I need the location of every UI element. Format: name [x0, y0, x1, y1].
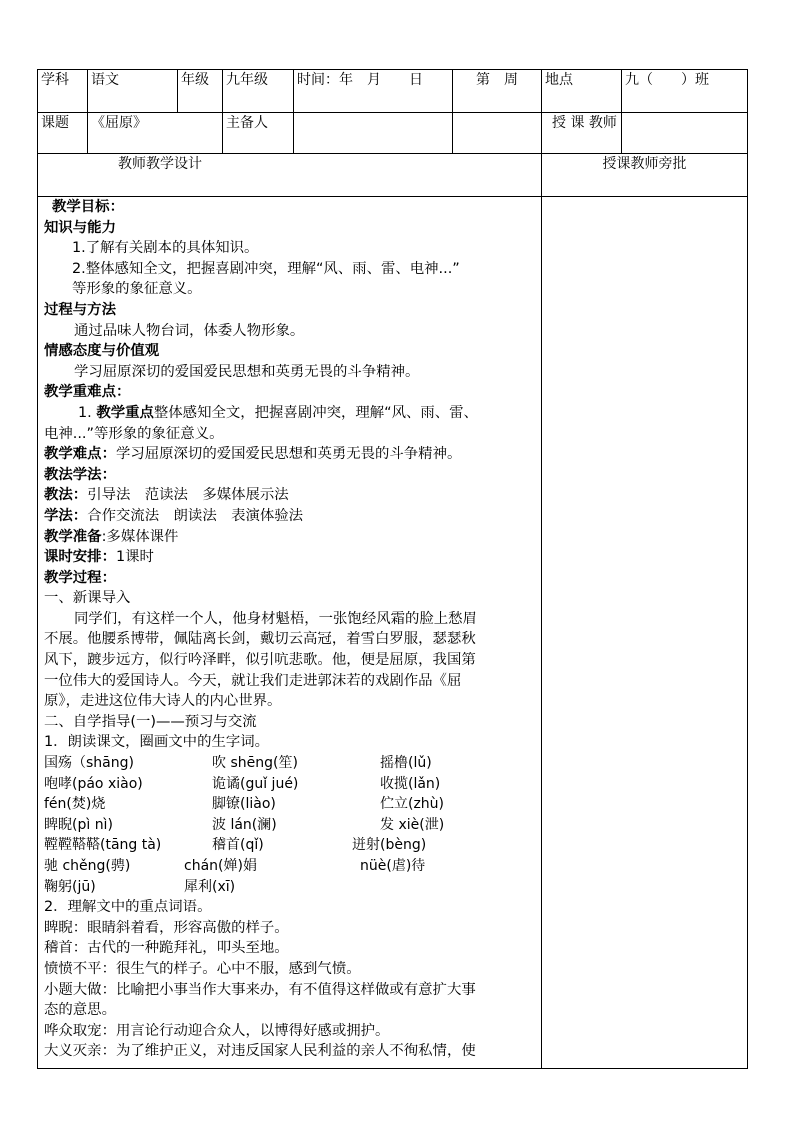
vocab-item: 驰 chěng(骋) — [44, 858, 131, 874]
method-title: 教法学法： — [44, 466, 116, 483]
grade-value: 九年级 — [223, 70, 294, 113]
process-title: 过程与方法 — [44, 301, 116, 318]
vocab-item: 鞠躬(jū) — [44, 878, 96, 895]
vocab-item: 犀利(xī) — [184, 878, 236, 895]
subject-value: 语文 — [88, 70, 178, 113]
preparer-value — [294, 113, 453, 154]
emotion-title: 情感态度与价值观 — [44, 343, 160, 360]
preparation-line — [44, 527, 536, 548]
vocab-item: 睥睨(pì nì) — [44, 816, 113, 833]
teach-method-line — [44, 485, 536, 506]
lesson-plan-sheet — [37, 69, 747, 1069]
teacher-label: 授 课 教师 — [542, 113, 622, 154]
difficulty-line — [44, 444, 536, 465]
vocab-row — [44, 774, 536, 795]
key-point-cont: 电神...”等形象的象征意义。 — [44, 425, 224, 442]
schedule-line — [44, 547, 536, 568]
vocab-item: 吹 shēng(笙) — [212, 755, 298, 772]
vocab-item: 咆哮(páo xiào) — [44, 775, 143, 792]
lesson-plan-table — [37, 69, 748, 1069]
week-label: 第 周 — [453, 70, 542, 113]
section-1-title: 一、新课导入 — [44, 590, 131, 607]
vocab-item: 伫立(zhù) — [380, 796, 445, 813]
vocabulary-list — [44, 753, 536, 897]
objectives-title: 教学目标： — [52, 199, 124, 215]
intro-line-3: 风下，踱步远方，似行吟泽畔，似引吭悲歌。他，便是屈原，我国第 — [44, 652, 476, 669]
vocab-item: 波 lán(澜) — [212, 816, 277, 833]
design-content — [38, 197, 542, 1069]
key-point-line — [44, 403, 536, 424]
key-point-label: 教学重点 — [96, 404, 154, 421]
teach-method-label: 教法： — [44, 487, 88, 504]
intro-line-4: 一位伟大的爱国诗人。今天，就让我们走进郭沫若的戏剧作品《屈 — [44, 672, 462, 689]
preparation-label: 教学准备 — [44, 528, 102, 545]
schedule-text: 1课时 — [115, 549, 154, 566]
section-2-step-1: 1．朗读课文，圈画文中的生字词。 — [44, 734, 270, 751]
key-point-number: 1. — [78, 404, 97, 421]
section-2-title: 二、自学指导(一)——预习与交流 — [44, 713, 257, 730]
vocab-item: 诡谲(guǐ jué) — [212, 775, 299, 792]
learn-method-text: 合作交流法 朗读法 表演体验法 — [87, 507, 304, 524]
case-value — [453, 113, 542, 154]
learn-method-label: 学法： — [44, 507, 88, 524]
vocab-row — [44, 753, 536, 774]
definition-6: 大义灭亲：为了维护正义，对违反国家人民利益的亲人不徇私情，使 — [44, 1043, 476, 1060]
definition-2: 稽首：古代的一种跪拜礼，叩头至地。 — [44, 940, 289, 957]
difficulty-text: 学习屈原深切的爱国爱民思想和英勇无畏的斗争精神。 — [115, 446, 462, 463]
key-title: 教学重难点： — [44, 384, 131, 401]
notes-column-header: 授课教师旁批 — [542, 154, 748, 197]
schedule-label: 课时安排： — [44, 549, 116, 566]
definition-5: 哗众取宠：用言论行动迎合众人，以博得好感或拥护。 — [44, 1022, 390, 1039]
intro-line-1: 同学们，有这样一个人，他身材魁梧，一张饱经风霜的脸上愁眉 — [74, 610, 477, 627]
vocab-item: 摇橹(lǔ) — [380, 755, 432, 772]
vocab-item: fén(焚)烧 — [44, 796, 106, 813]
definition-4a: 小题大做：比喻把小事当作大事来办，有不值得这样做或有意扩大事 — [44, 981, 476, 998]
objective-2a: 2.整体感知全文，把握喜剧冲突，理解“风、雨、雷、电神...” — [72, 260, 460, 277]
place-label: 地点 — [542, 70, 622, 113]
topic-value: 《屈原》 — [88, 113, 223, 154]
vocab-row — [44, 856, 536, 877]
emotion-1: 学习屈原深切的爱国爱民思想和英勇无畏的斗争精神。 — [74, 363, 420, 380]
vocab-item: 国殇（shāng) — [44, 755, 134, 772]
learn-method-line — [44, 506, 536, 527]
vocab-row — [44, 794, 536, 815]
grade-label: 年级 — [178, 70, 223, 113]
section-2-step-2: 2．理解文中的重点词语。 — [44, 899, 212, 916]
objective-1: 1.了解有关剧本的具体知识。 — [72, 240, 259, 257]
intro-line-2: 不展。他腰系博带，佩陆离长剑，戴切云高冠，着雪白罗服，瑟瑟秋 — [44, 631, 476, 648]
intro-line-5: 原》，走进这位伟大诗人的内心世界。 — [44, 693, 282, 710]
teacher-value — [622, 113, 748, 154]
teach-method-text: 引导法 范读法 多媒体展示法 — [87, 487, 289, 504]
definition-1: 睥睨：眼睛斜着看，形容高傲的样子。 — [44, 919, 289, 936]
difficulty-label: 教学难点： — [44, 446, 116, 463]
subject-label: 学科 — [38, 70, 88, 113]
vocab-row — [44, 877, 536, 898]
objective-2b: 等形象的象征意义。 — [72, 281, 202, 298]
vocab-item: 收揽(lǎn) — [380, 775, 441, 792]
vocab-item: nüè(虐)待 — [360, 858, 426, 874]
vocab-item: chán(婵)娟 — [184, 858, 257, 874]
topic-label: 课题 — [38, 113, 88, 154]
knowledge-title: 知识与能力 — [44, 219, 116, 236]
vocab-item: 脚镣(liào) — [212, 796, 276, 813]
vocab-item: 发 xiè(泄) — [380, 816, 445, 833]
class-value: 九（ ）班 — [622, 70, 748, 113]
process-1: 通过品味人物台词，体委人物形象。 — [74, 322, 305, 339]
vocab-item: 鞺鞺鞳鞳(tāng tà) — [44, 837, 162, 854]
definition-3: 愤愤不平：很生气的样子。心中不服，感到气愤。 — [44, 960, 361, 977]
vocab-item: 稽首(qǐ) — [212, 837, 264, 854]
key-point-text: 整体感知全文，把握喜剧冲突，理解“风、雨、雷、 — [153, 404, 478, 421]
vocab-row — [44, 835, 536, 856]
design-column-header: 教师教学设计 — [38, 154, 542, 197]
preparation-text: :多媒体课件 — [101, 528, 179, 545]
vocab-item: 迸射(bèng) — [352, 837, 427, 854]
procedure-title: 教学过程： — [44, 569, 116, 586]
time-label: 时间：年 月 日 — [294, 70, 453, 113]
notes-content — [542, 197, 748, 1069]
preparer-label: 主备人 — [223, 113, 294, 154]
vocab-row — [44, 815, 536, 836]
definition-4b: 态的意思。 — [44, 1002, 116, 1019]
